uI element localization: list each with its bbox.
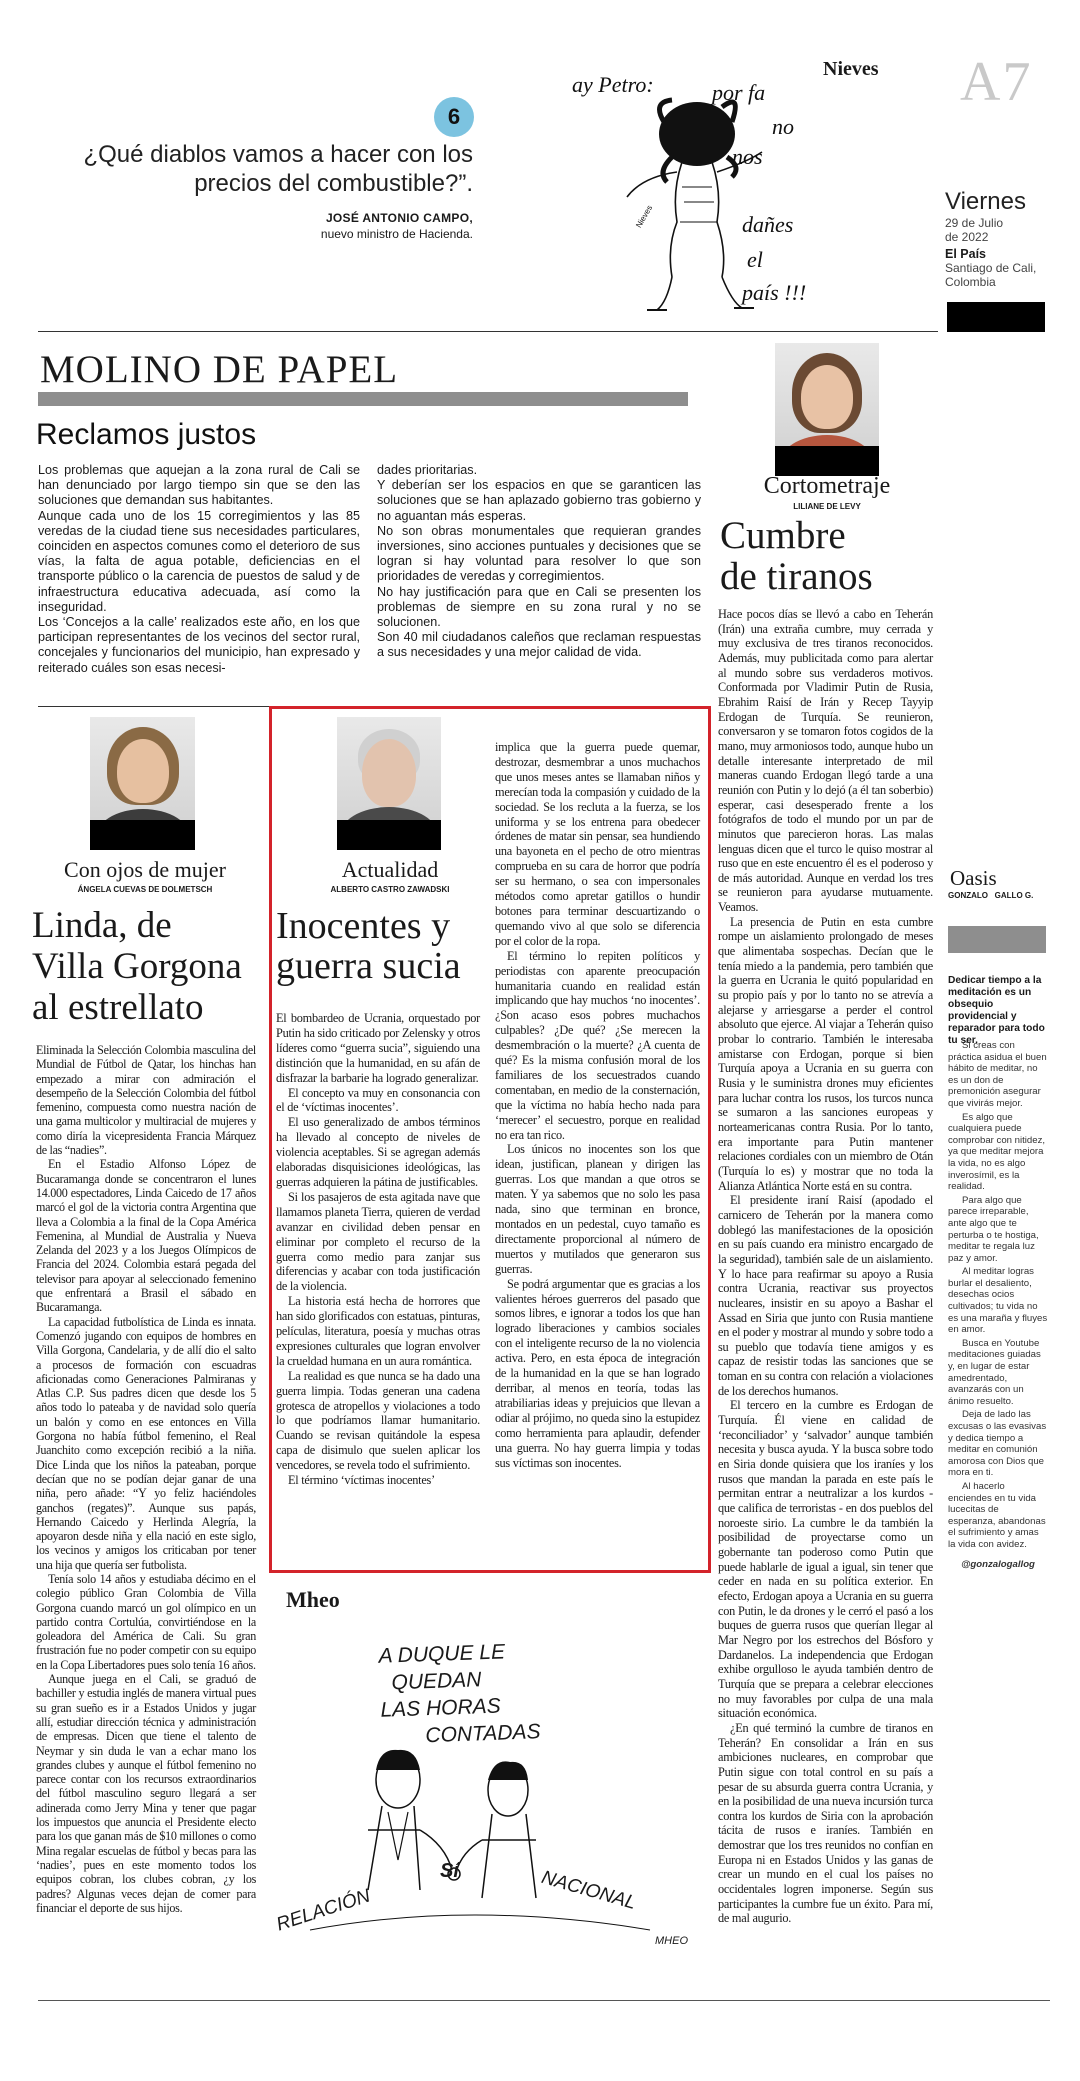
page-number: A7 <box>960 51 1033 113</box>
editorial-paragraph: No hay justificación para que en Cali se presenten los problemas de siempre en su zona rural y no se solucionen. <box>377 584 701 630</box>
author-gallo: GONZALO GALLO G. <box>948 891 1034 900</box>
conojos-paragraph: Eliminada la Selección Colombia masculina del Mundial de Fútbol de Qatar, los hinchas han empezado a mirar con admiración el desempeño de la Selección Colombia del fútbol femenino, compuesta como nuestra nación de una gama multicolor y multiracial de mujeres y como diría la vicepresidenta Francia Márquez de las “nadies”. <box>36 1043 256 1158</box>
actualidad-paragraph: El uso generalizado de ambos términos ha llevado al concepto de niveles de violencia aceptables. Si se agregan además elaboradas disquisiciones ideológicas, las guerras adquieren la pátina de justificables. <box>276 1115 480 1189</box>
cortometraje-paragraph: ¿En qué terminó la cumbre de tiranos en Teherán? En consolidar a Irán en sus ambiciones nucleares, en comprobar que Putin sigue con total control en su país a pesar de su absurda guerra contra Ucrania, y en la posibilidad de una nueva incursión turca contra los kurdos de Siria con la aprobación tácita de rusos e iraníes. También en demostrar que los tres reunidos no confían en Europa ni en Estados Unidos y las ganas de crear un mundo en el cual los países no occidentales logren imponerse. Según sus participantes la cumbre fue un éxito. Para mí, de mal augurio. <box>718 1720 933 1926</box>
editorial-paragraph: Y deberían ser los espacios en que se garanticen las soluciones que se han aplazado gobierno tras gobierno y no aguantan más esperas. <box>377 478 701 523</box>
author-cuevas: ÁNGELA CUEVAS DE DOLMETSCH <box>77 885 213 894</box>
actualidad-paragraph: La realidad es que nunca se ha dado una guerra limpia. Todas generan una cadena grotesca de atropellos y violaciones a todo lo que podríamos llamar humanitario. Cuando se revisan quitándole la espesa capa de disimulo que suelen aplicar los vencedores, se revela todo el sufrimiento. <box>276 1368 480 1473</box>
cortometraje-paragraph: La presencia de Putin en esta cumbre rompe un aislamiento prolongado de meses que alimentaba sospechas. Decían que le tenía miedo a la pandemia, pero también que la guerra en Ucrania le quitó popularidad en su propio país y por lo tanto no se atrevía a alejarse y arriesgarse a perder el control absoluto que ejerce. Al viajar a Teherán quiso probar lo contrario. También le interesaba amistarse con Erdogan, porque si bien Turquía apoya a Ucrania en su guerra con Rusia y le suministra drones muy eficientes para luchar contra los rusos, los turcos nunca se sumaron a las sanciones europeas y norteamericanas contra Rusia. Por lo tanto, era importante para Putin mantener relaciones cordiales con un miembro de Otán (Turquía lo es) y mostrar que no toda la Alianza Atlántica Norte está en su contra. <box>718 914 933 1193</box>
editorial-paragraph: Aunque cada uno de los 15 corregimientos y las 85 veredas de la ciudad tiene sus necesidades particulares, coinciden en aspectos comunes como el deterioro de sus vías, la falta de agua potable, deficiencias en el transporte público o la carencia de puestos de salud y de infraestructura educativa adecuada, así como la inseguridad. <box>38 508 360 614</box>
oasis-paragraph: Al meditar logras burlar el desaliento, desechas ocios cultivados; tu vida no es una maraña y fluyes en amor. <box>948 1266 1048 1336</box>
cartoon-text-6: el <box>747 247 763 272</box>
mheo-caption <box>378 1637 541 1750</box>
editorial-paragraph: dades prioritarias. <box>377 463 478 477</box>
author-castro: ALBERTO CASTRO ZAWADSKI <box>330 885 450 894</box>
editorial-column-2 <box>377 463 701 661</box>
quote-badge-number: 6 <box>447 104 461 129</box>
cartoon-text-4: nos <box>732 144 763 169</box>
country-line: Colombia <box>945 275 996 289</box>
cartoon-text-5: dañes <box>742 212 794 237</box>
headline-cumbre-line-2: de tiranos <box>720 555 873 598</box>
editorial-headline: Reclamos justos <box>36 418 257 451</box>
headline-linda-line-3: al estrellato <box>32 987 204 1028</box>
oasis-paragraph: Busca en Youtube meditaciones guiadas y, en lugar de estar amedrentado, avanzarás con un ánimo resuelto. <box>948 1337 1041 1407</box>
author-photo-levy <box>775 343 879 476</box>
footer-divider <box>38 2000 1050 2001</box>
cortometraje-paragraph: El presidente iraní Raisí (apodado el carnicero de Teherán por la manera como doblegó las manifestaciones de la oposición en su país cuando era ministro encargado de la seguridad), también sale de un aislamiento. Y lo hace para reafirmar su apoyo a Rusia contra Ucrania, reactivar sus proyectos nucleares, insistir en su apoyo a Bashar el Assad en Siria que junto con Rusia mantiene en el poder y mostrar al mundo y sobre todo a su pueblo que todavía tiene amigos y es capaz de resistir todas las sanciones que se toman en su contra con relación a violaciones de los derechos humanos. <box>718 1193 933 1398</box>
oasis-paragraph: Para algo que parece irreparable, ante algo que te perturba o te hostiga, meditar te regala luz paz y amor. <box>948 1194 1039 1264</box>
column-name-actualidad: Actualidad <box>341 857 439 882</box>
oasis-lead: Dedicar tiempo a la meditación es un obsequio providencial y reparador para todo tu ser. <box>948 975 1045 1046</box>
conojos-paragraph: En el Estadio Alfonso López de Bucaramanga donde se concentraron el lunes 14.000 espectadores, Linda Caicedo de 17 años marcó el gol de la victoria contra Argentina que lleva a Colombia a la final de la Copa América Femenina, al Mundial de Australia y Nueva Zelanda del 2023 y a los Juegos Olímpicos de Francia del 2024. Colombia estará pegada del televisor para apoyar al seleccionado femenino que enfrentará a Brasil el sábado en Bucaramanga. <box>36 1157 256 1315</box>
conojos-paragraph: Aunque juega en el Cali, se graduó de bachiller y estudia inglés de manera virtual pues su gran sueño es ir a Estados Unidos y jugar allí, estudiar dirección técnica y administración de empresas. Dicen que tiene el talento de Neymar y sin duda le van a echar mano los grandes clubes y aunque el fútbol femenino no parece contar con los recursos extraordinarios del fútbol masculino seguro llegará a ser adinerada como Jerry Mina y tener que pagar los impuestos que anuncia el Presidente electo para los que ganan más de $10 millones o como Mina regalar escuelas de fútbol y becas para las ‘nadies’, pues en este momento todos los equipos cobran, los clubes cobran, ¿y los padres? Algunas veces dejan de comer para financiar el deporte de sus hijos. <box>36 1672 256 1915</box>
date-line: 29 de Julio <box>945 216 1004 230</box>
headline-inocentes-line-2: guerra sucia <box>276 945 461 987</box>
oasis-paragraph: Deja de lado las excusas o las evasivas y dedica tiempo a meditar en comunión amorosa con Dios que mora en ti. <box>948 1409 1047 1479</box>
author-photo-cuevas <box>90 717 195 850</box>
publication-name: El País <box>945 247 986 261</box>
actualidad-paragraph: Si los pasajeros de esta agitada nave que llamamos planeta Tierra, quieren de verdad avanzar en civilidad deben pensar en eliminar por completo el recurso de la guerra como medio para zanjar sus diferencias y acabar con toda justificación de la violencia. <box>276 1189 480 1294</box>
oasis-body <box>948 1040 1048 1570</box>
oasis-paragraph: Es algo que cualquiera puede comprobar con nitidez, ya que meditar mejora la vida, no es algo inverosímil, es la realidad. <box>948 1111 1046 1193</box>
actualidad-paragraph: El término ‘víctimas inocentes’ <box>288 1473 435 1488</box>
cartoon-signature: Nieves <box>634 203 655 230</box>
cartoon-text-7: país !!! <box>742 280 807 305</box>
author-levy: LILIANE DE LEVY <box>793 502 861 511</box>
actualidad-paragraph: La historia está hecha de horrores que han sido glorificados con estatuas, pinturas, películas, literatura, poesía y muchas otras expresiones culturales que logran envolver la crueldad humana en un aura romántica. <box>276 1294 480 1368</box>
mheo-si: Sí <box>440 1860 459 1882</box>
oasis-paragraph: Si creas con práctica asidua el buen hábito de meditar, no es un don de premonición asegurar que vivirás mejor. <box>948 1040 1047 1109</box>
headline-inocentes <box>276 906 461 986</box>
quote-role: nuevo ministro de Hacienda. <box>320 227 473 241</box>
author-photo-castro <box>337 717 441 850</box>
headline-linda-line-2: Villa Gorgona <box>32 946 242 987</box>
mheo-caption-line-2: QUEDAN <box>391 1668 482 1695</box>
quote-author: JOSÉ ANTONIO CAMPO, <box>325 211 473 225</box>
oasis-handle: @gonzalogallog <box>961 1558 1035 1570</box>
mheo-caption-line-4: CONTADAS <box>425 1720 541 1748</box>
header-divider <box>38 331 938 332</box>
section-gray-bar <box>38 392 688 406</box>
editorial-paragraph: Son 40 mil ciudadanos caleños que reclaman respuestas a sus necesidades y una mejor calidad de vida. <box>377 630 701 660</box>
date-black-box <box>947 302 1045 332</box>
mheo-relacion: RELACIÓN <box>273 1885 373 1936</box>
editorial-paragraph: Los ‘Concejos a la calle’ realizados este año, en los que participan representantes de los vecinos del sector rural, concejales y funcionarios del municipio, han expresado y reiterado cuáles son esas necesi- <box>38 615 360 675</box>
cortometraje-body <box>718 607 933 1926</box>
headline-inocentes-line-1: Inocentes y <box>276 905 451 947</box>
headline-linda-line-1: Linda, de <box>32 905 172 946</box>
actualidad-paragraph: El bombardeo de Ucrania, orquestado por Putin ha sido criticado por Zelensky y otros líderes como “guerra sucia”, siguiendo una distinción que la humanidad, en su afán de disfrazar la barbarie ha logrado generalizar. <box>276 1011 480 1085</box>
cartoon-text-2: por fa <box>712 80 766 105</box>
day-name: Viernes <box>945 188 1026 215</box>
mheo-title: Mheo <box>286 1587 340 1612</box>
actualidad-paragraph: Se podrá argumentar que es gracias a los valientes héroes guerreros del pasado que somos libres, e ignorar a todos los que han logrado liberaciones y cambios sociales con el inteligente recurso de la no violencia activa. Pero, en esta época de integración de la humanidad en la que se han logrado derribar, al menos en teoría, todas las atrabiliarias ideas y prejuicios que llevan a odiar al prójimo, no queda sino la estupidez como herramienta para aplaudir, defender una guerra. No hay guerra limpia y todas sus víctimas son inocentes. <box>495 1276 700 1470</box>
cartoonist-name: Nieves <box>823 58 879 80</box>
conojos-paragraph: La capacidad futbolística de Linda es innata. Comenzó jugando con equipos de hombres en Villa Gorgona, Candelaria, y de allí dio el salto a procesos de formación con escuadras aficionadas como Generaciones Palmiranas y Atlas C.P. Sus padres dicen que desde los 5 años todo lo pateaba y de navidad solo quería un balón y como en ese entonces en Villa Gorgona no había fútbol femenino, el Real Juanchito como excepción recibió a la niña. Dice Linda que los niños la pateaban, porque decían que no se podían dejar ganar de una niña, pero añade: “Y yo feliz haciéndoles ganchos (regates)”. Aunque sus papás, Hernando Caicedo y Herlinda Alegría, la apoyaron desde niña y ella nació en este siglo, los vecinos y amigos los criticaban por tener una hija que quería ser futbolista. <box>36 1314 256 1572</box>
headline-linda <box>32 905 242 1028</box>
column-name-oasis: Oasis <box>950 866 997 890</box>
conojos-paragraph: Tenía solo 14 años y estudiaba décimo en el colegio público Gran Colombia de Villa Gorgona cuando marcó un gol olímpico en un partido contra Cortulúa, convirtiéndose en la goleadora del América de Cali. Su gran frustración fue no poder competir con su equipo en la Copa Libertadores pues solo tenía 16 años. <box>36 1571 256 1672</box>
headline-cumbre-line-1: Cumbre <box>720 514 846 557</box>
actualidad-paragraph: Los únicos no inocentes son los que idean, justifican, planean y dirigen las guerras. Los que mandan a que otros se maten. Y ya sabemos que no solo les pasa nada, sino que terminan en bronce, montados en un pedestal, cuyo tamaño es directamente proporcional al número de muertos y mutilados que generaron sus guerras. <box>495 1142 700 1276</box>
date-block <box>945 188 1065 289</box>
actualidad-paragraph: El término lo repiten políticos y periodistas con aparente preocupación humanitaria cuando en realidad están implicando que hay muchos ‘no inocentes’. ¿Son acaso esos pobres muchachos culpables? ¿De qué? ¿Se merecen la desmembración o la muerte? ¿A cuenta de qué? Es la misma confusión moral de los familiares de los secuestrados cuando comentaban, en medio de la consternación, que la víctima no había hecho nada para ‘merecer’ el secuestro, porque en realidad no era tan rico. <box>495 948 700 1142</box>
actualidad-paragraph: implica que la guerra puede quemar, destrozar, desmembrar a unos muchachos que unos meses antes se llamaban niños y merecían toda la compasión y cuidado de la sociedad. Se los recluta a la fuerza, se los uniforma y se los entrena para obedecer órdenes de matar sin pensar, sea hundiendo una bayoneta en el pecho de otro mientras comprueba en su cara de horror que podría ser su hermano, o sea con impersonales métodos como apretar gatillos o hundir botones para terminar descuartizando o quemando vivo al que solo se diferencia por el color de la ropa. <box>495 740 700 948</box>
mheo-signature: MHEO <box>655 1935 688 1947</box>
mheo-caption-line-3: LAS HORAS <box>380 1694 502 1722</box>
cartoon-text <box>572 62 872 322</box>
actualidad-column-1 <box>276 1011 480 1488</box>
oasis-gray-bar <box>948 926 1046 953</box>
oasis-paragraph: Al hacerlo enciendes en tu vida lucecitas de esperanza, abandonas el sufrimiento y amas la vida con avidez. <box>948 1480 1046 1550</box>
city-line: Santiago de Cali, <box>945 261 1037 275</box>
mheo-nacional: NACIONAL <box>539 1867 639 1915</box>
actualidad-paragraph: El concepto va muy en consonancia con el de ‘víctimas inocentes’. <box>276 1085 480 1115</box>
headline-cumbre <box>720 515 873 597</box>
quote-line-2: precios del combustible?”. <box>194 170 473 197</box>
section-title: MOLINO DE PAPEL <box>40 348 399 391</box>
actualidad-column-2 <box>495 740 700 1470</box>
cartoon-text-3: no <box>772 114 794 139</box>
quote-line-1: ¿Qué diablos vamos a hacer con los <box>83 141 473 168</box>
year-line: de 2022 <box>945 230 989 244</box>
mheo-caption-line-1: A DUQUE LE <box>378 1640 506 1668</box>
cortometraje-paragraph: El tercero en la cumbre es Erdogan de Turquía. Él viene en calidad de ‘reconciliador’ y ‘salvador’ aunque también necesita y busca ayuda. Y la busca sobre todo en Siria donde quisiera que los iraníes y los rusos que mandan la parada en este país le permitan entrar a neutralizar a los kurdos - que califica de terroristas - en dos pueblos del noroeste sirio. La cumbre le da también la posibilidad de proyectarse como un gobernante tan poderoso como Putin que puede hablarle de igual a igual, sin tener que ceder en nada en su política exterior. En efecto, Erdogan apoya a Ucrania en su guerra con Putin, le da drones y le cerró el pasó a los buques de guerra rusos que querían llegar al Mar Negro por los estrechos del Bósforo y Dardanelos. La independencia que Erdogan exhibe orgulloso le ayuda también dentro de Turquía que se prepara a celebrar elecciones no muy favorables por culpa de una mala situación económica. <box>718 1398 933 1721</box>
column-name-cortometraje: Cortometraje <box>763 473 891 499</box>
editorial-column-1 <box>38 463 360 676</box>
conojos-body <box>36 1043 256 1915</box>
editorial-paragraph: No son obras monumentales que requieran grandes inversiones, sino acciones puntuales y decisiones que se logran si hay voluntad para resolver lo que son prioridades de veredas y corregimientos. <box>377 523 701 584</box>
cartoon-text-1: ay Petro: <box>572 72 654 97</box>
editorial-paragraph: Los problemas que aquejan a la zona rural de Cali se han denunciado por largo tiempo sin que se den las soluciones que demandan sus habitantes. <box>38 463 360 508</box>
column-name-conojos: Con ojos de mujer <box>64 857 226 882</box>
cortometraje-paragraph: Hace pocos días se llevó a cabo en Teherán (Irán) una extraña cumbre, muy cerrada y muy exclusiva de tres tiranos reconocidos. Además, muy publicitada como para alertar al mundo sobre sus verdaderos motivos. Conformada por Vladimir Putin de Rusia, Ebrahim Raisí de Irán y Recep Tayyip Erdogan de Turquía. Se reunieron, conversaron y se tomaron fotos cogidos de la mano, muy armoniosos todo, aunque hubo un detalle interesante interpretado de mil maneras cuando Erdogan llegó tarde a una reunión con Putin y lo dejó (a él tan soberbio) esperar, casi desesperado frente a los fotógrafos de todo el mundo por un par de minutos que parecieron horas. Las malas lenguas dicen que el turco le quiso mostrar al ruso que en este encuentro él es el poderoso y de más autoridad. Aunque en verdad los tres se reunieron para ayudarse mutuamente. Veamos. <box>718 607 933 915</box>
quote-text <box>83 140 473 198</box>
